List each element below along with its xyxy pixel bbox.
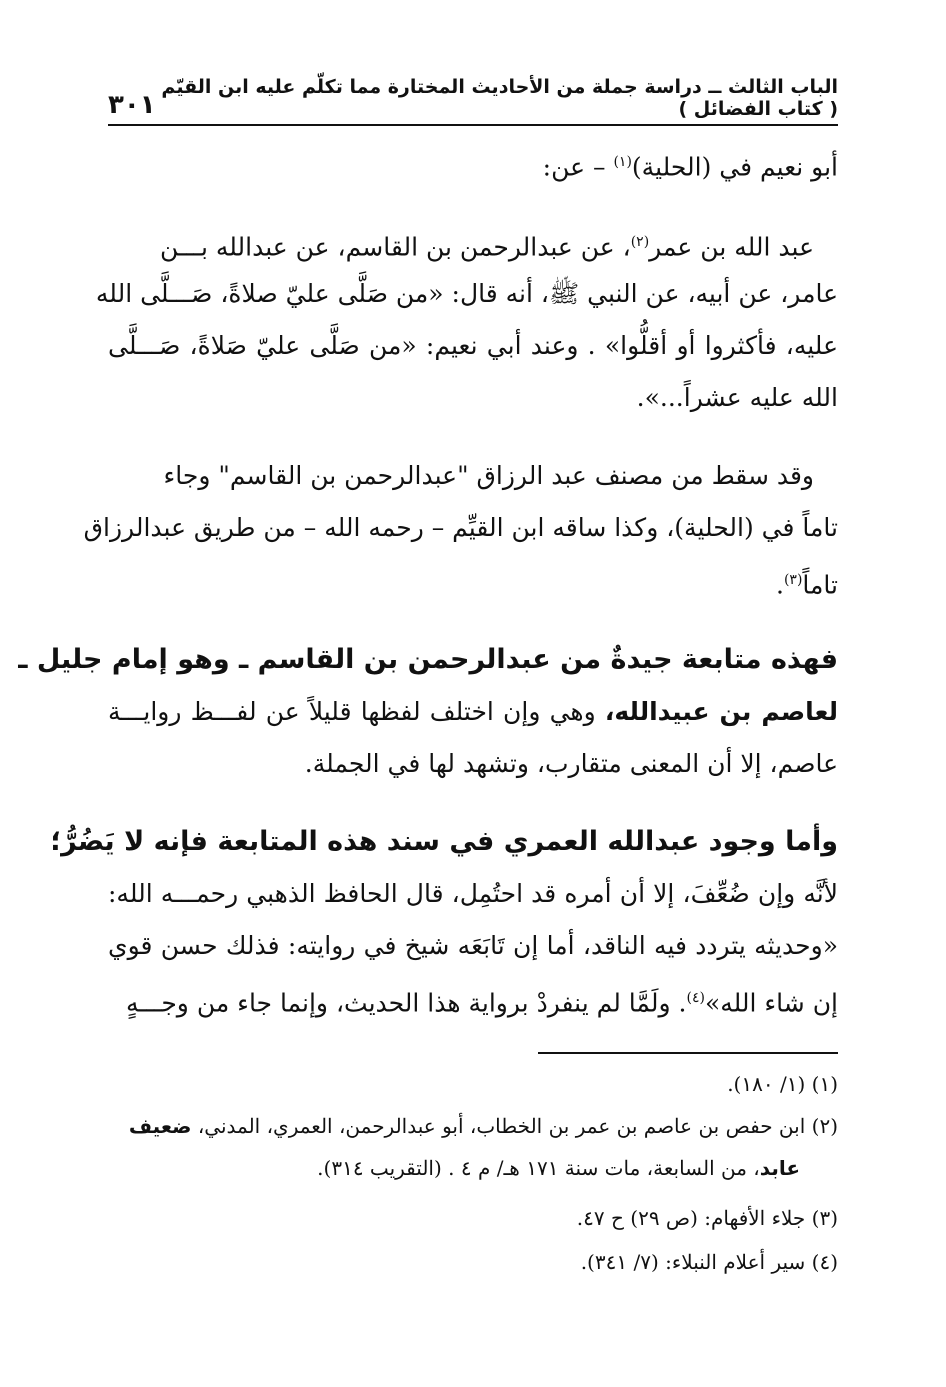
paragraph-5-line-3: «وحديثه يتردد فيه الناقد، أما إن تَابَعَه شيخ في روايته: فذلك حسن قوي: [108, 931, 838, 960]
footnote-ref-1[interactable]: (١): [613, 154, 632, 170]
footnote-2-continued: [108, 1152, 800, 1184]
text: تاماً: [802, 570, 838, 600]
footnote-4: (٤) سير أعلام النبلاء: (٧/ ٣٤١).: [580, 1250, 838, 1274]
text: – عن:: [542, 152, 614, 182]
bold-text: ضعيف: [128, 1114, 192, 1138]
paragraph-5-line-1: وأما وجود عبدالله العمري في سند هذه المتابعة فإنه لا يَضُرُّ؛: [50, 826, 838, 857]
paragraph-5-line-4: [108, 978, 838, 1023]
footnote-2: [108, 1110, 838, 1142]
footnote-ref-3[interactable]: (٣): [783, 572, 803, 588]
bold-text: عابد: [759, 1156, 800, 1180]
paragraph-3-line-2: تاماً في (الحلية)، وكذا ساقه ابن القيِّم – رحمه الله – من طريق عبدالرزاق: [83, 513, 838, 542]
paragraph-3-line-1: وقد سقط من مصنف عبد الرزاق "عبدالرحمن بن القاسم" وجاء: [163, 461, 814, 490]
footnote-ref-4[interactable]: (٤): [686, 990, 705, 1006]
footnote-3: (٣) جلاء الأفهام: (ص ٢٩) ح ٤٧.: [576, 1206, 838, 1230]
footnote-1: (١) (١/ ١٨٠).: [727, 1072, 838, 1096]
text: (٢) ابن حفص بن عاصم بن عمر بن الخطاب، أبو عبدالرحمن، العمري، المدني،: [191, 1114, 838, 1138]
text: ، من السابعة، مات سنة ١٧١ هـ/ م ٤ . (التقريب ٣١٤).: [317, 1156, 760, 1180]
text: . ولَمَّا لم ينفردْ برواية هذا الحديث، وإنما جاء من وجـــهٍ: [125, 988, 687, 1018]
paragraph-3-line-3: [108, 560, 838, 605]
paragraph-2-line-1: [108, 222, 814, 267]
paragraph-2-line-4: الله عليه عشراً...».: [636, 383, 838, 412]
text: عبد الله بن عمر: [649, 232, 814, 262]
paragraph-2-line-2: عامر، عن أبيه، عن النبي ﷺ، أنه قال: «من صَلَّى عليّ صلاةً، صَـــلَّى الله: [95, 279, 838, 308]
running-header: [108, 76, 838, 126]
text: ، عن عبدالرحمن بن القاسم، عن عبدالله بـــن: [159, 232, 631, 262]
text: وهي وإن اختلف لفظها قليلاً عن لفـــظ روايـــة: [108, 697, 605, 726]
paragraph-5-line-2: لأنَّه وإن ضُعِّفَ، إلا أن أمره قد احتُمِل، قال الحافظ الذهبي رحمـــه الله:: [108, 879, 838, 908]
text: .: [775, 570, 784, 600]
text: إن شاء الله»: [704, 988, 838, 1018]
paragraph-4-line-2: [108, 692, 838, 732]
paragraph-4-line-3: عاصم، إلا أن المعنى متقارب، وتشهد لها في الجملة.: [304, 749, 838, 778]
paragraph-4-line-1: فهذه متابعة جيدةٌ من عبدالرحمن بن القاسم ـ وهو إمام جليل ـ: [18, 644, 838, 675]
footnote-ref-2[interactable]: (٢): [630, 234, 650, 250]
header-title: الباب الثالث ــ دراسة جملة من الأحاديث المختارة مما تكلّم عليه ابن القيّم ( كتاب الفضائل ): [161, 76, 838, 120]
footnote-divider: [538, 1052, 838, 1054]
paragraph-1-line-1: [108, 142, 838, 187]
paragraph-2-line-3: عليه، فأكثروا أو أقلُّوا» . وعند أبي نعيم: «من صَلَّى عليّ صَلاةً، صَـــلَّى: [108, 331, 838, 360]
bold-text: لعاصم بن عبيدالله،: [604, 697, 838, 726]
page-number: ٣٠١: [108, 90, 156, 120]
text: أبو نعيم في (الحلية): [631, 152, 838, 182]
